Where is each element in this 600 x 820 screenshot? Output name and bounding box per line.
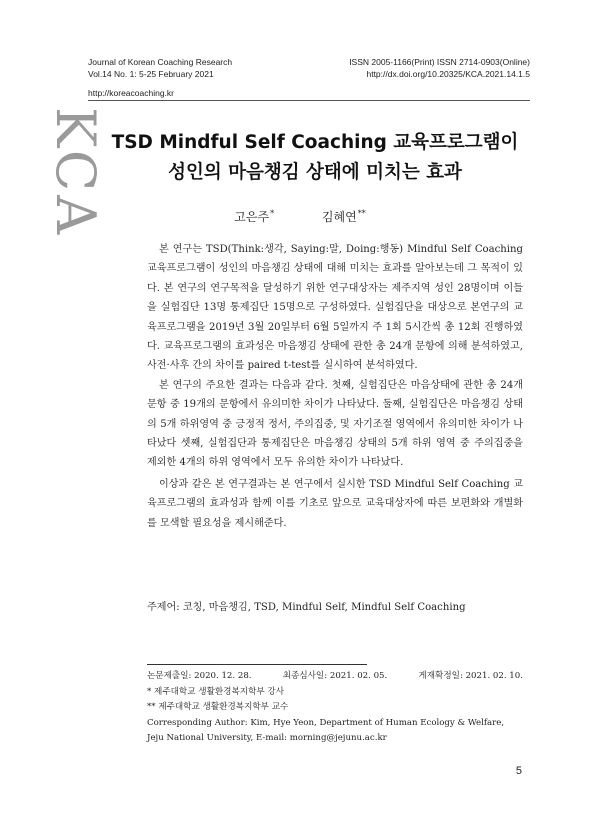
received-date: 논문제출일: 2020. 12. 28. xyxy=(147,671,252,681)
corresponding-author-line-2: Jeju National University, E-mail: morning@jejunu.ac.kr xyxy=(147,733,387,743)
journal-header-right xyxy=(349,56,530,80)
kca-side-logo: KCA xyxy=(44,107,107,239)
abstract-paragraph-2: 본 연구의 주요한 결과는 다음과 같다. 첫째, 실험집단은 마음상태에 관한 총 24개 문항 중 19개의 문항에서 유의미한 차이가 나타났다. 둘째, 실험집단은 마음챙김 상태의 5개 하위영역 중 긍정적 정서, 주의집중, 및 자기조절 영역에서 유의미한 차이가 나타났다 셋째, 실험집단과 통제집단은 마음챙김 상태의 5개 하위 영역 중 주의집중을 제외한 4개의 하위 영역에서 모두 유의한 차이가 나타났다. xyxy=(147,379,523,469)
footnote-divider xyxy=(147,664,367,665)
author-name: 김혜연 xyxy=(321,210,357,224)
submission-dates xyxy=(147,669,523,685)
abstract-paragraph-1: 본 연구는 TSD(Think:생각, Saying:말, Doing:행동) Mindful Self Coaching 교육프로그램이 성인의 마음챙김 상태에 대해 미치는 효과를 알아보는데 그 목적이 있다. 본 연구의 연구목적을 달성하기 위한 연구대상자는 제주지역 성인 28명이며 이들을 실험집단 13명 통제집단 15명으로 구성하였다. 실험집단을 대상으로 본연구의 교육프로그램을 2019년 3월 20일부터 6월 5일까지 주 1회 5시간씩 총 12회 진행하였다. 교육프로그램의 효과성은 마음챙김 상태에 관한 총 24개 문항에 의해 분석하였고, 사전·사후 간의 차이를 paired t-test를 실시하여 분석하였다. xyxy=(147,244,523,372)
journal-header-left xyxy=(88,56,232,80)
volume-issue: Vol.14 No. 1: 5-25 February 2021 xyxy=(88,69,214,79)
reviewed-date: 최종심사일: 2021. 02. 05. xyxy=(282,671,388,681)
keywords: 주제어: 코칭, 마음챙김, TSD, Mindful Self, Mindful Self Coaching xyxy=(147,602,466,613)
author-affiliation-2: ** 제주대학교 생활환경복지학부 교수 xyxy=(147,702,289,712)
title-line-2: 성인의 마음챙김 상태에 미치는 효과 xyxy=(168,162,462,183)
title-line-1: TSD Mindful Self Coaching 교육프로그램이 xyxy=(111,132,519,153)
author-affiliation-1: * 제주대학교 생활환경복지학부 강사 xyxy=(147,686,285,697)
author-list xyxy=(0,208,600,225)
author-mark: * xyxy=(270,209,275,218)
paper-title xyxy=(100,128,530,188)
issn: ISSN 2005-1166(Print) ISSN 2714-0903(Online) xyxy=(349,57,530,67)
author-1 xyxy=(234,208,274,225)
site-url-link[interactable]: http://koreacoaching.kr xyxy=(88,88,174,98)
author-2 xyxy=(322,208,366,225)
doi-link[interactable]: http://dx.doi.org/10.20325/KCA.2021.14.1.5 xyxy=(366,69,530,79)
page-number: 5 xyxy=(515,765,522,777)
header-divider xyxy=(88,100,530,101)
footnotes xyxy=(147,669,523,747)
journal-name: Journal of Korean Coaching Research xyxy=(88,57,233,67)
abstract-paragraph-3: 이상과 같은 본 연구결과는 본 연구에서 실시한 TSD Mindful Self Coaching 교육프로그램의 효과성과 함께 이를 기초로 앞으로 교육대상자에 따른 보편화와 개별화를 모색할 필요성을 제시해준다. xyxy=(147,478,523,529)
corresponding-author-line-1: Corresponding Author: Kim, Hye Yeon, Department of Human Ecology & Welfare, xyxy=(147,717,505,728)
author-name: 고은주 xyxy=(234,210,270,224)
author-mark: ** xyxy=(357,209,366,218)
accepted-date: 게재확정일: 2021. 02. 10. xyxy=(418,671,523,681)
abstract xyxy=(147,240,523,533)
